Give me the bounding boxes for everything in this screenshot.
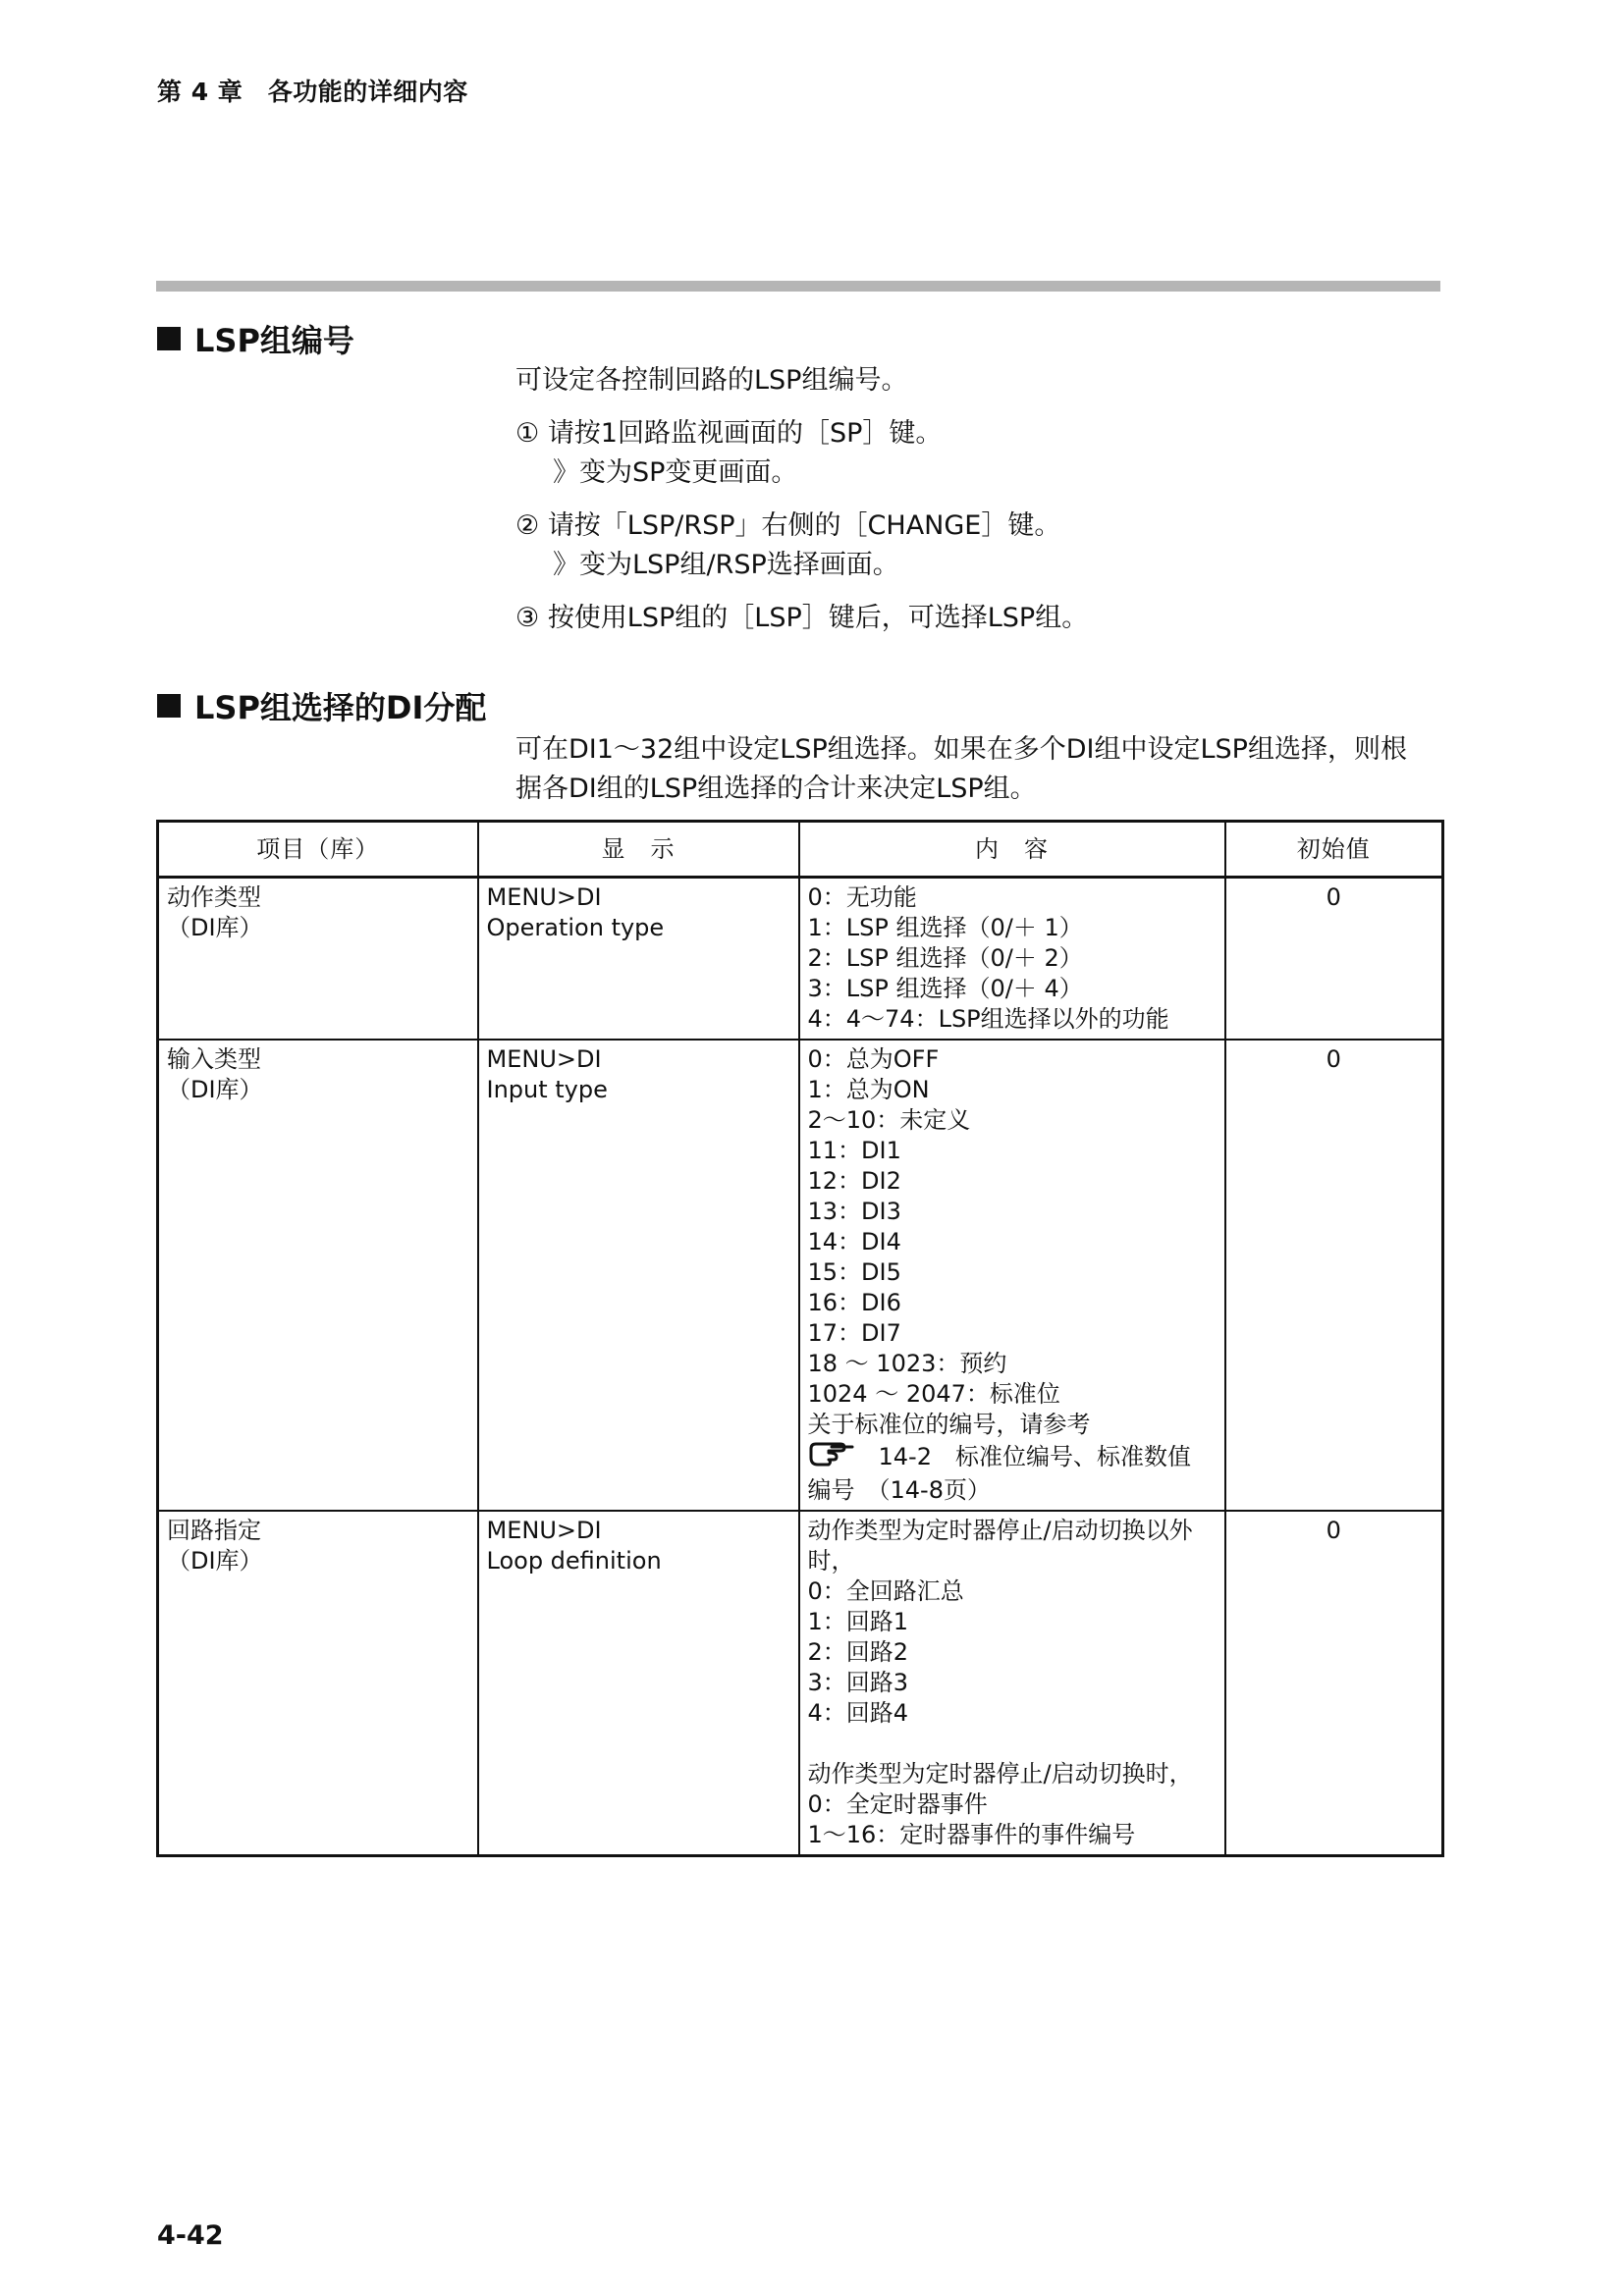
section-divider <box>156 281 1440 292</box>
step-text: 请按「LSP/RSP」右侧的［CHANGE］键。 <box>547 510 1061 541</box>
content-line: 11：DI1 <box>807 1137 901 1164</box>
section-title-lsp-di-assignment <box>157 683 486 728</box>
menu-path: MENU>DI <box>486 883 602 911</box>
content-line: 0：无功能 <box>807 883 917 911</box>
item-name: 回路指定 <box>167 1517 261 1544</box>
content-line: 12：DI2 <box>807 1167 901 1195</box>
cell-display <box>478 878 799 1041</box>
item-bank: （DI库） <box>167 1547 263 1575</box>
content-line: 1：回路1 <box>807 1608 909 1635</box>
section-square-icon <box>157 694 181 718</box>
item-bank: （DI库） <box>167 914 263 941</box>
table-row <box>158 1040 1443 1511</box>
section-title-lsp-group-number <box>157 316 354 361</box>
section1-intro: 可设定各控制回路的LSP组编号。 <box>515 365 908 396</box>
reference-text-cont: 编号 （14-8页） <box>807 1476 991 1504</box>
section-title-text: LSP组选择的DI分配 <box>194 689 487 726</box>
content-line: 0：全回路汇总 <box>807 1577 964 1605</box>
cell-content <box>799 1511 1225 1856</box>
content-line: 15：DI5 <box>807 1258 901 1286</box>
section-title-text: LSP组编号 <box>194 322 354 359</box>
step-3 <box>515 599 1443 638</box>
content-line: 3：回路3 <box>807 1669 909 1696</box>
menu-label: Input type <box>486 1076 608 1103</box>
step-1 <box>515 414 1443 493</box>
content-line: 时， <box>807 1547 855 1575</box>
menu-path: MENU>DI <box>486 1517 602 1544</box>
menu-path: MENU>DI <box>486 1045 602 1073</box>
item-name: 输入类型 <box>167 1045 261 1073</box>
column-header-content: 内 容 <box>799 822 1225 878</box>
content-line: 17：DI7 <box>807 1319 901 1347</box>
di-settings-table <box>156 820 1444 1857</box>
content-line: 1：总为ON <box>807 1076 930 1103</box>
step-2 <box>515 507 1443 585</box>
content-line: 动作类型为定时器停止/启动切换时， <box>807 1760 1193 1788</box>
content-line: 0：总为OFF <box>807 1045 940 1073</box>
content-line: 1：LSP 组选择（0/＋ 1） <box>807 914 1083 941</box>
column-header-item: 项目（库） <box>158 822 478 878</box>
cell-initial-value: 0 <box>1225 1511 1443 1856</box>
section1-body <box>515 361 1443 638</box>
section-square-icon <box>157 327 181 350</box>
table-header-row <box>158 822 1443 878</box>
cell-display <box>478 1511 799 1856</box>
step-result: 》变为SP变更画面。 <box>553 457 798 488</box>
cell-initial-value: 0 <box>1225 878 1443 1041</box>
spacer <box>808 1729 1217 1759</box>
content-line: 16：DI6 <box>807 1289 901 1316</box>
content-line: 18 ～ 1023：预约 <box>807 1350 1007 1377</box>
cell-display <box>478 1040 799 1511</box>
section2-intro <box>515 730 1443 809</box>
page-number: 4-42 <box>157 2220 224 2251</box>
content-line: 2～10：未定义 <box>807 1106 971 1134</box>
table-row <box>158 878 1443 1041</box>
content-line: 4：4～74：LSP组选择以外的功能 <box>807 1005 1169 1033</box>
content-line: 2：回路2 <box>807 1638 909 1666</box>
cell-content <box>799 1040 1225 1511</box>
menu-label: Loop definition <box>486 1547 662 1575</box>
reference-text: 14-2 标准位编号、标准数值 <box>878 1443 1191 1470</box>
cell-content <box>799 878 1225 1041</box>
step-result: 》变为LSP组/RSP选择画面。 <box>553 550 899 580</box>
item-name: 动作类型 <box>167 883 261 911</box>
content-line: 2：LSP 组选择（0/＋ 2） <box>807 944 1083 972</box>
content-line: 4：回路4 <box>807 1699 909 1727</box>
cell-item <box>158 1040 478 1511</box>
chapter-header: 第 4 章 各功能的详细内容 <box>157 78 468 106</box>
column-header-initial: 初始值 <box>1225 822 1443 878</box>
cell-item <box>158 1511 478 1856</box>
table-row <box>158 1511 1443 1856</box>
content-line: 1～16：定时器事件的事件编号 <box>807 1821 1136 1848</box>
menu-label: Operation type <box>486 914 665 941</box>
step-number: ① <box>515 418 540 449</box>
step-text: 按使用LSP组的［LSP］键后，可选择LSP组。 <box>547 603 1089 633</box>
cell-initial-value: 0 <box>1225 1040 1443 1511</box>
content-line: 关于标准位的编号，请参考 <box>807 1411 1091 1438</box>
content-line: 1024 ～ 2047：标准位 <box>807 1380 1060 1408</box>
pointing-hand-icon <box>808 1440 855 1475</box>
item-bank: （DI库） <box>167 1076 263 1103</box>
reference-link[interactable] <box>808 1440 1217 1475</box>
cell-item <box>158 878 478 1041</box>
content-line: 0：全定时器事件 <box>807 1790 988 1818</box>
content-line: 动作类型为定时器停止/启动切换以外 <box>807 1517 1193 1544</box>
content-line: 13：DI3 <box>807 1198 901 1225</box>
section2-intro-line: 据各DI组的LSP组选择的合计来决定LSP组。 <box>515 774 1037 804</box>
content-line: 3：LSP 组选择（0/＋ 4） <box>807 975 1083 1002</box>
section2-intro-line: 可在DI1～32组中设定LSP组选择。如果在多个DI组中设定LSP组选择，则根 <box>515 734 1407 765</box>
column-header-display: 显 示 <box>478 822 799 878</box>
step-number: ③ <box>515 603 540 633</box>
step-number: ② <box>515 510 540 541</box>
content-line: 14：DI4 <box>807 1228 901 1255</box>
step-text: 请按1回路监视画面的［SP］键。 <box>547 418 943 449</box>
